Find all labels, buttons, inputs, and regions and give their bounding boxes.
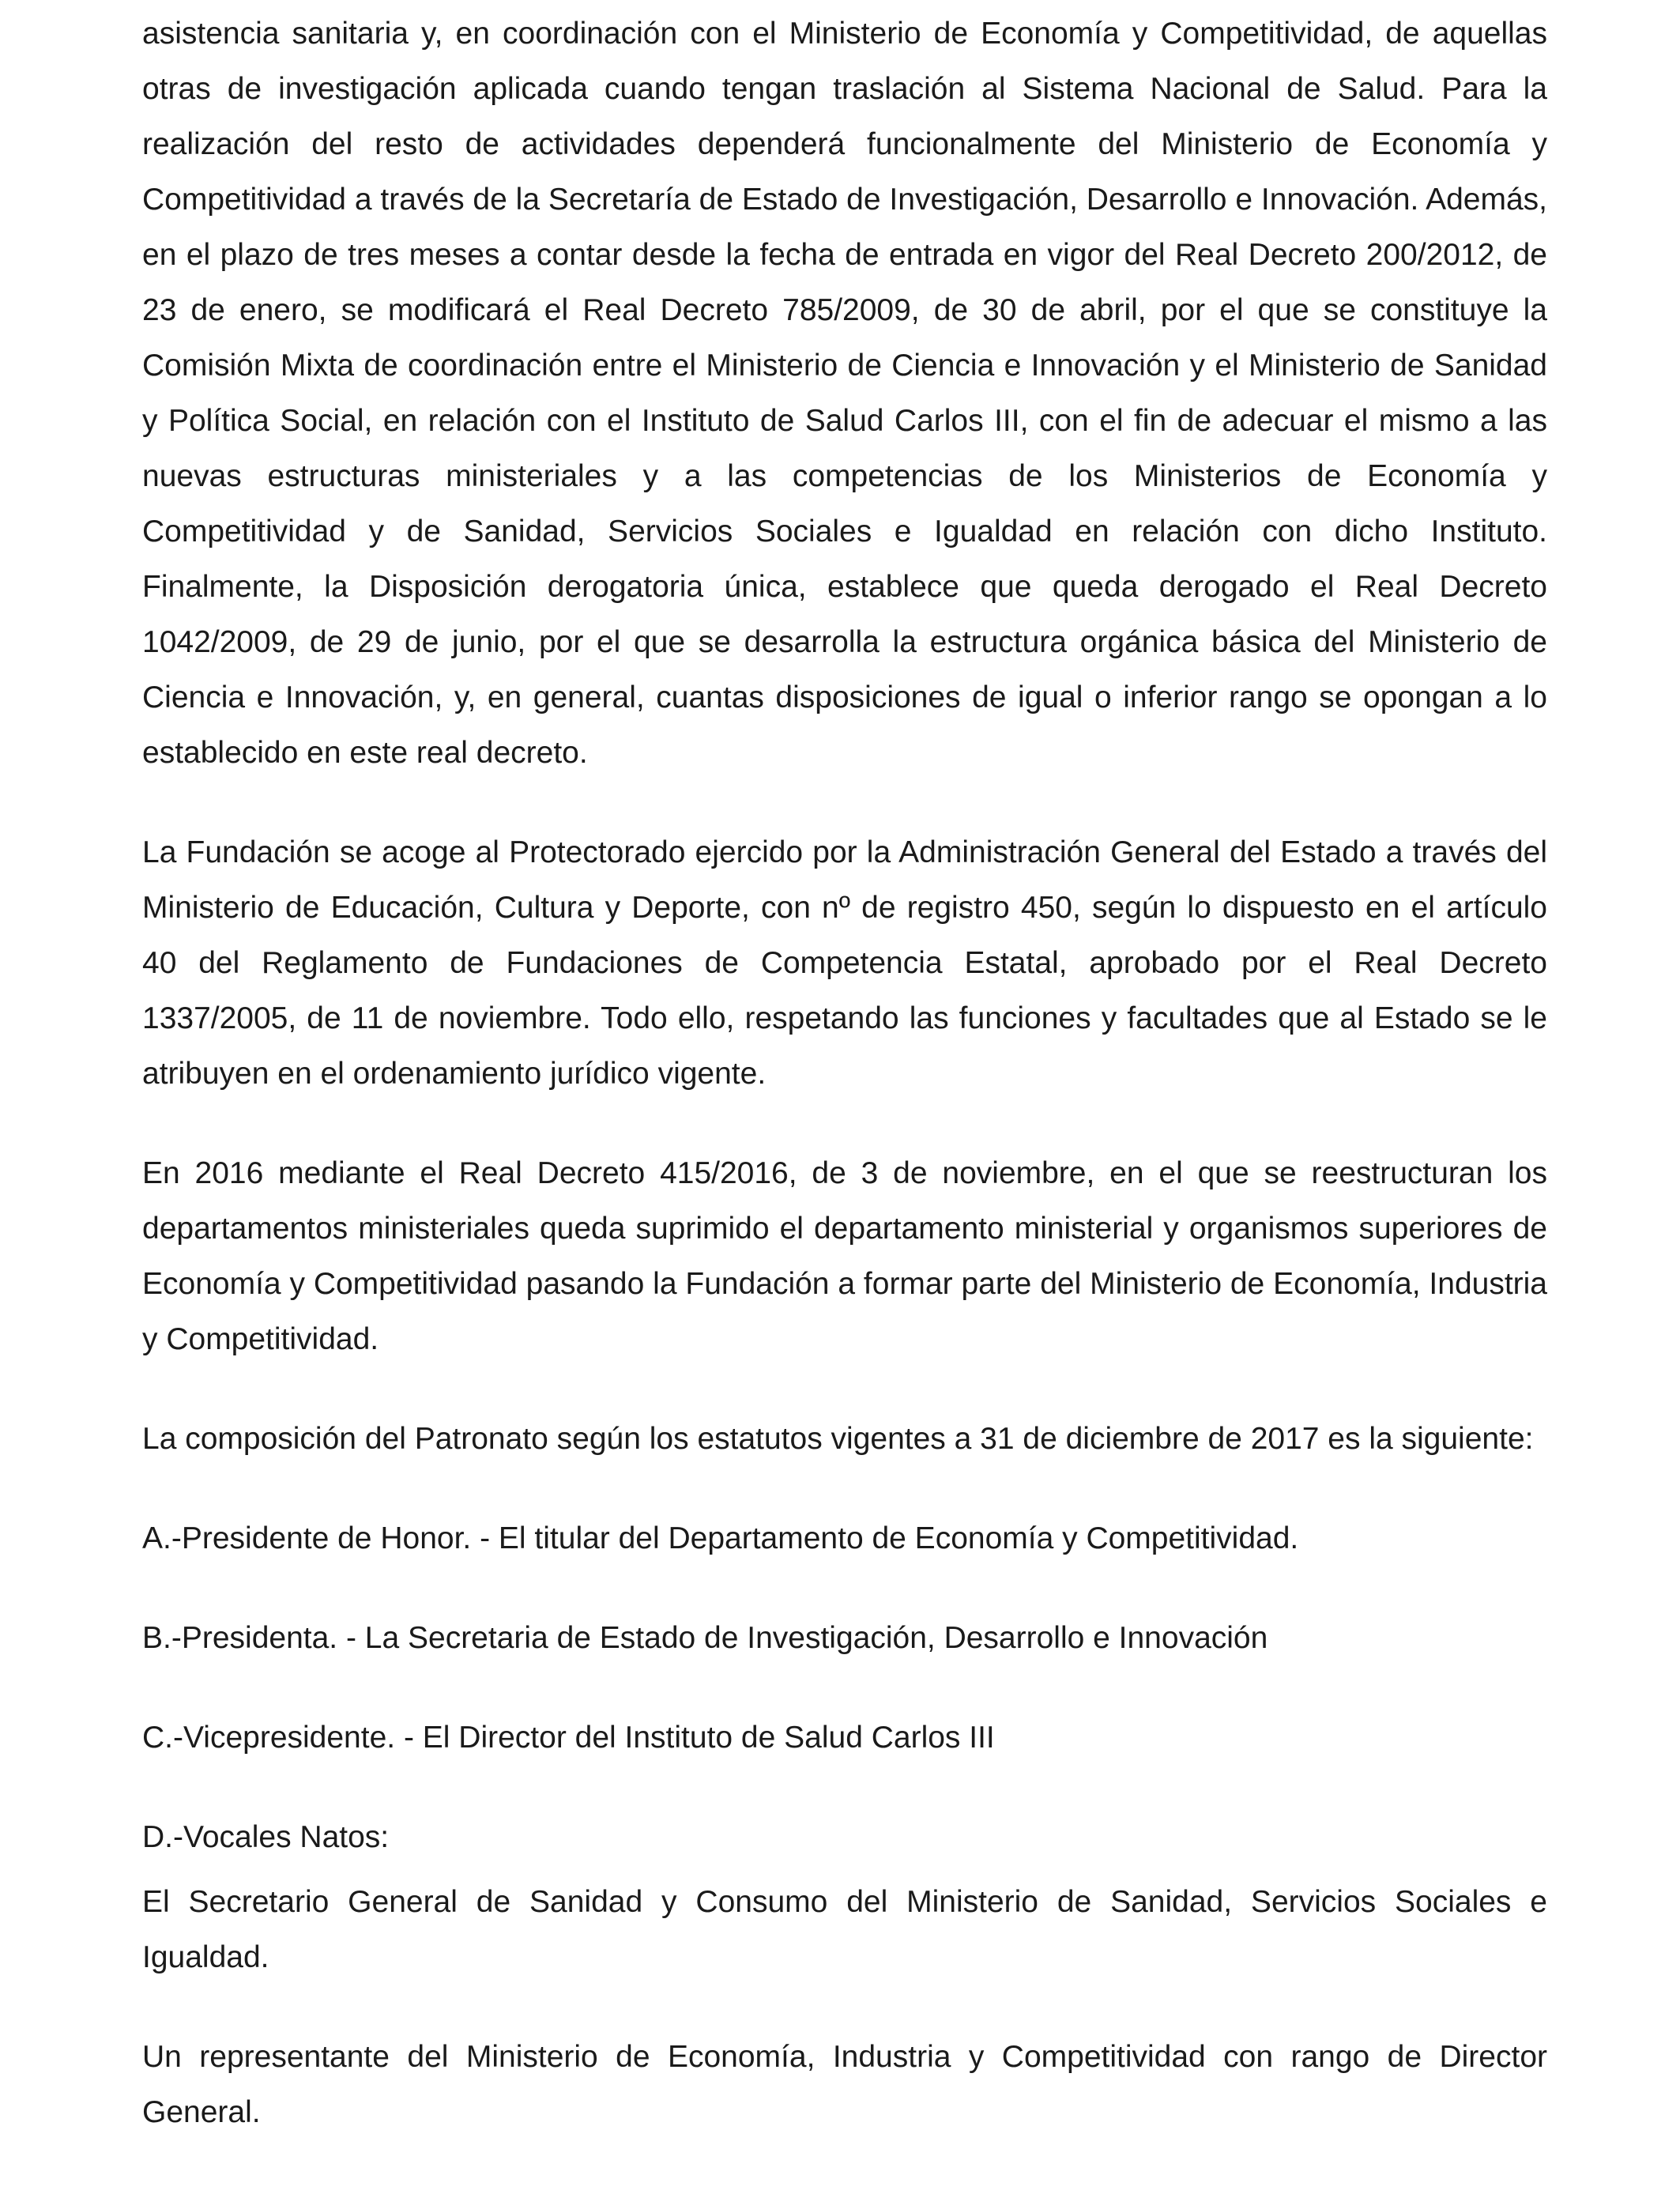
- document-page: [142, 6, 1547, 2140]
- list-item-presidenta: B.-Presidenta. - La Secretaria de Estado de Investigación, Desarrollo e Innovación: [142, 1621, 1268, 1655]
- paragraph-reestructuracion-2016: En 2016 mediante el Real Decreto 415/2016, de 3 de noviembre, en el que se reestructuran los departamentos ministeriales queda suprimido el departamento ministerial y organismos superiores de Economía y Competitividad pasando la Fundación a formar parte del Ministerio de Economía, Industria y Competitividad.: [142, 1156, 1547, 1356]
- paragraph-secretario-general: El Secretario General de Sanidad y Consumo del Ministerio de Sanidad, Servicios Sociales e Igualdad.: [142, 1885, 1547, 1974]
- paragraph-protectorado: La Fundación se acoge al Protectorado ejercido por la Administración General del Estado a través del Ministerio de Educación, Cultura y Deporte, con nº de registro 450, según lo dispuesto en el artículo 40 del Reglamento de Fundaciones de Competencia Estatal, aprobado por el Real Decreto 1337/2005, de 11 de noviembre. Todo ello, respetando las funciones y facultades que al Estado se le atribuyen en el ordenamiento jurídico vigente.: [142, 835, 1547, 1091]
- list-item-vicepresidente: C.-Vicepresidente. - El Director del Instituto de Salud Carlos III: [142, 1721, 995, 1755]
- paragraph-representante-ministerio: Un representante del Ministerio de Economía, Industria y Competitividad con rango de Director General.: [142, 2040, 1547, 2129]
- list-item-vocales-natos: D.-Vocales Natos:: [142, 1820, 390, 1854]
- list-item-presidente-honor: A.-Presidente de Honor. - El titular del Departamento de Economía y Competitividad.: [142, 1521, 1299, 1555]
- paragraph-isciii-dependencia: asistencia sanitaria y, en coordinación con el Ministerio de Economía y Competitividad, de aquellas otras de investigación aplicada cuando tengan traslación al Sistema Nacional de Salud. Para la realización del resto de actividades dependerá funcionalmente del Ministerio de Economía y Competitividad a través de la Secretaría de Estado de Investigación, Desarrollo e Innovación. Además, en el plazo de tres meses a contar desde la fecha de entrada en vigor del Real Decreto 200/2012, de 23 de enero, se modificará el Real Decreto 785/2009, de 30 de abril, por el que se constituye la Comisión Mixta de coordinación entre el Ministerio de Ciencia e Innovación y el Ministerio de Sanidad y Política Social, en relación con el Instituto de Salud Carlos III, con el fin de adecuar el mismo a las nuevas estructuras ministeriales y a las competencias de los Ministerios de Economía y Competitividad y de Sanidad, Servicios Sociales e Igualdad en relación con dicho Instituto. Finalmente, la Disposición derogatoria única, establece que queda derogado el Real Decreto 1042/2009, de 29 de junio, por el que se desarrolla la estructura orgánica básica del Ministerio de Ciencia e Innovación, y, en general, cuantas disposiciones de igual o inferior rango se opongan a lo establecido en este real decreto.: [142, 17, 1547, 770]
- paragraph-composicion-patronato: La composición del Patronato según los estatutos vigentes a 31 de diciembre de 2017 es la siguiente:: [142, 1422, 1534, 1456]
